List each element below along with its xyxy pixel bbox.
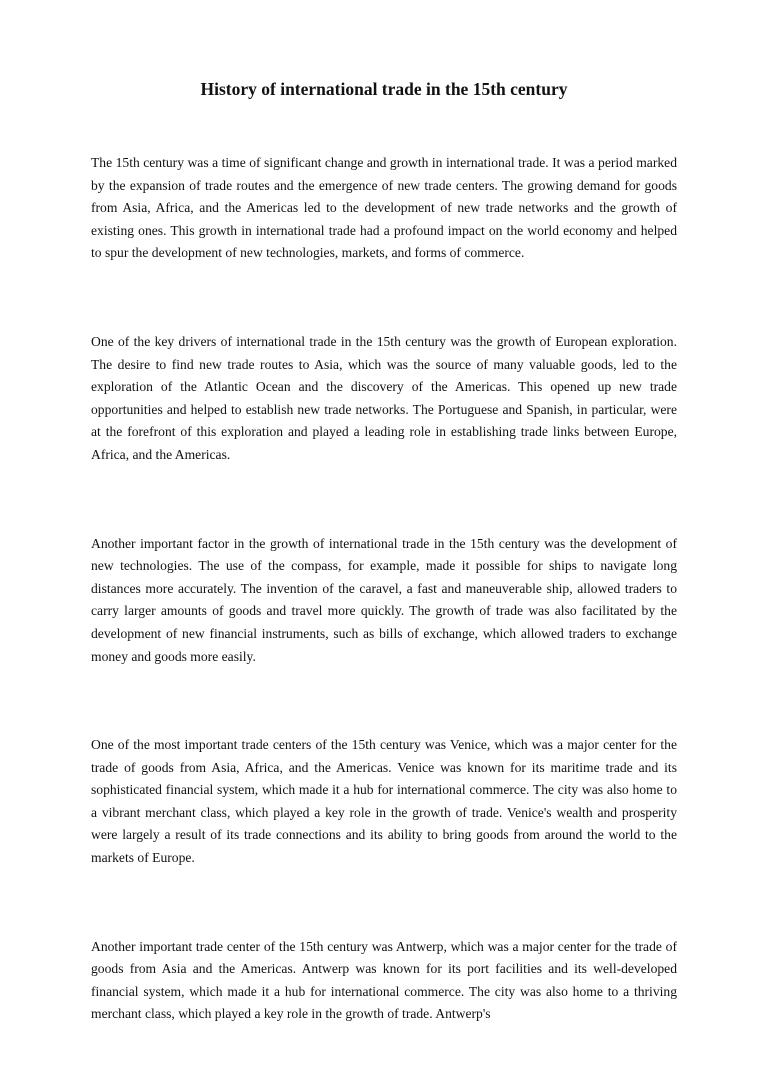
paragraph-1: The 15th century was a time of significant change and growth in international trade. It was a period marked by the expansion of trade routes and the emergence of new trade centers. The growing demand for goods from Asia, Africa, and the Americas led to the development of new trade networks and the growth of existing ones. This growth in international trade had a profound impact on the world economy and helped to spur the development of new technologies, markets, and forms of commerce.: [91, 155, 677, 261]
paragraph-5: Another important trade center of the 15th century was Antwerp, which was a major center for the trade of goods from Asia and the Americas. Antwerp was known for its port facilities and its well-developed financial system, which made it a hub for international commerce. The city was also home to a thriving merchant class, which played a key role in the growth of trade. Antwerp's: [91, 938, 677, 1022]
document-title: History of international trade in the 15th century: [200, 79, 568, 99]
document-body: [91, 152, 677, 1092]
paragraph-2: One of the key drivers of international trade in the 15th century was the growth of European exploration. The desire to find new trade routes to Asia, which was the source of many valuable goods, led to the exploration of the Atlantic Ocean and the discovery of the Americas. This opened up new trade opportunities and helped to establish new trade networks. The Portuguese and Spanish, in particular, were at the forefront of this exploration and played a leading role in establishing trade links between Europe, Africa, and the Americas.: [91, 333, 677, 462]
paragraph-4: One of the most important trade centers of the 15th century was Venice, which was a major center for the trade of goods from Asia, Africa, and the Americas. Venice was known for its maritime trade and its sophisticated financial system, which made it a hub for international commerce. The city was also home to a vibrant merchant class, which played a key role in the growth of trade. Venice's wealth and prosperity were largely a result of its trade connections and its ability to bring goods from around the world to the markets of Europe.: [91, 737, 677, 866]
paragraph-3: Another important factor in the growth of international trade in the 15th century was the development of new technologies. The use of the compass, for example, made it possible for ships to navigate long distances more accurately. The invention of the caravel, a fast and maneuverable ship, allowed traders to carry larger amounts of goods and travel more quickly. The growth of trade was also facilitated by the development of new financial instruments, such as bills of exchange, which allowed traders to exchange money and goods more easily.: [91, 535, 677, 664]
